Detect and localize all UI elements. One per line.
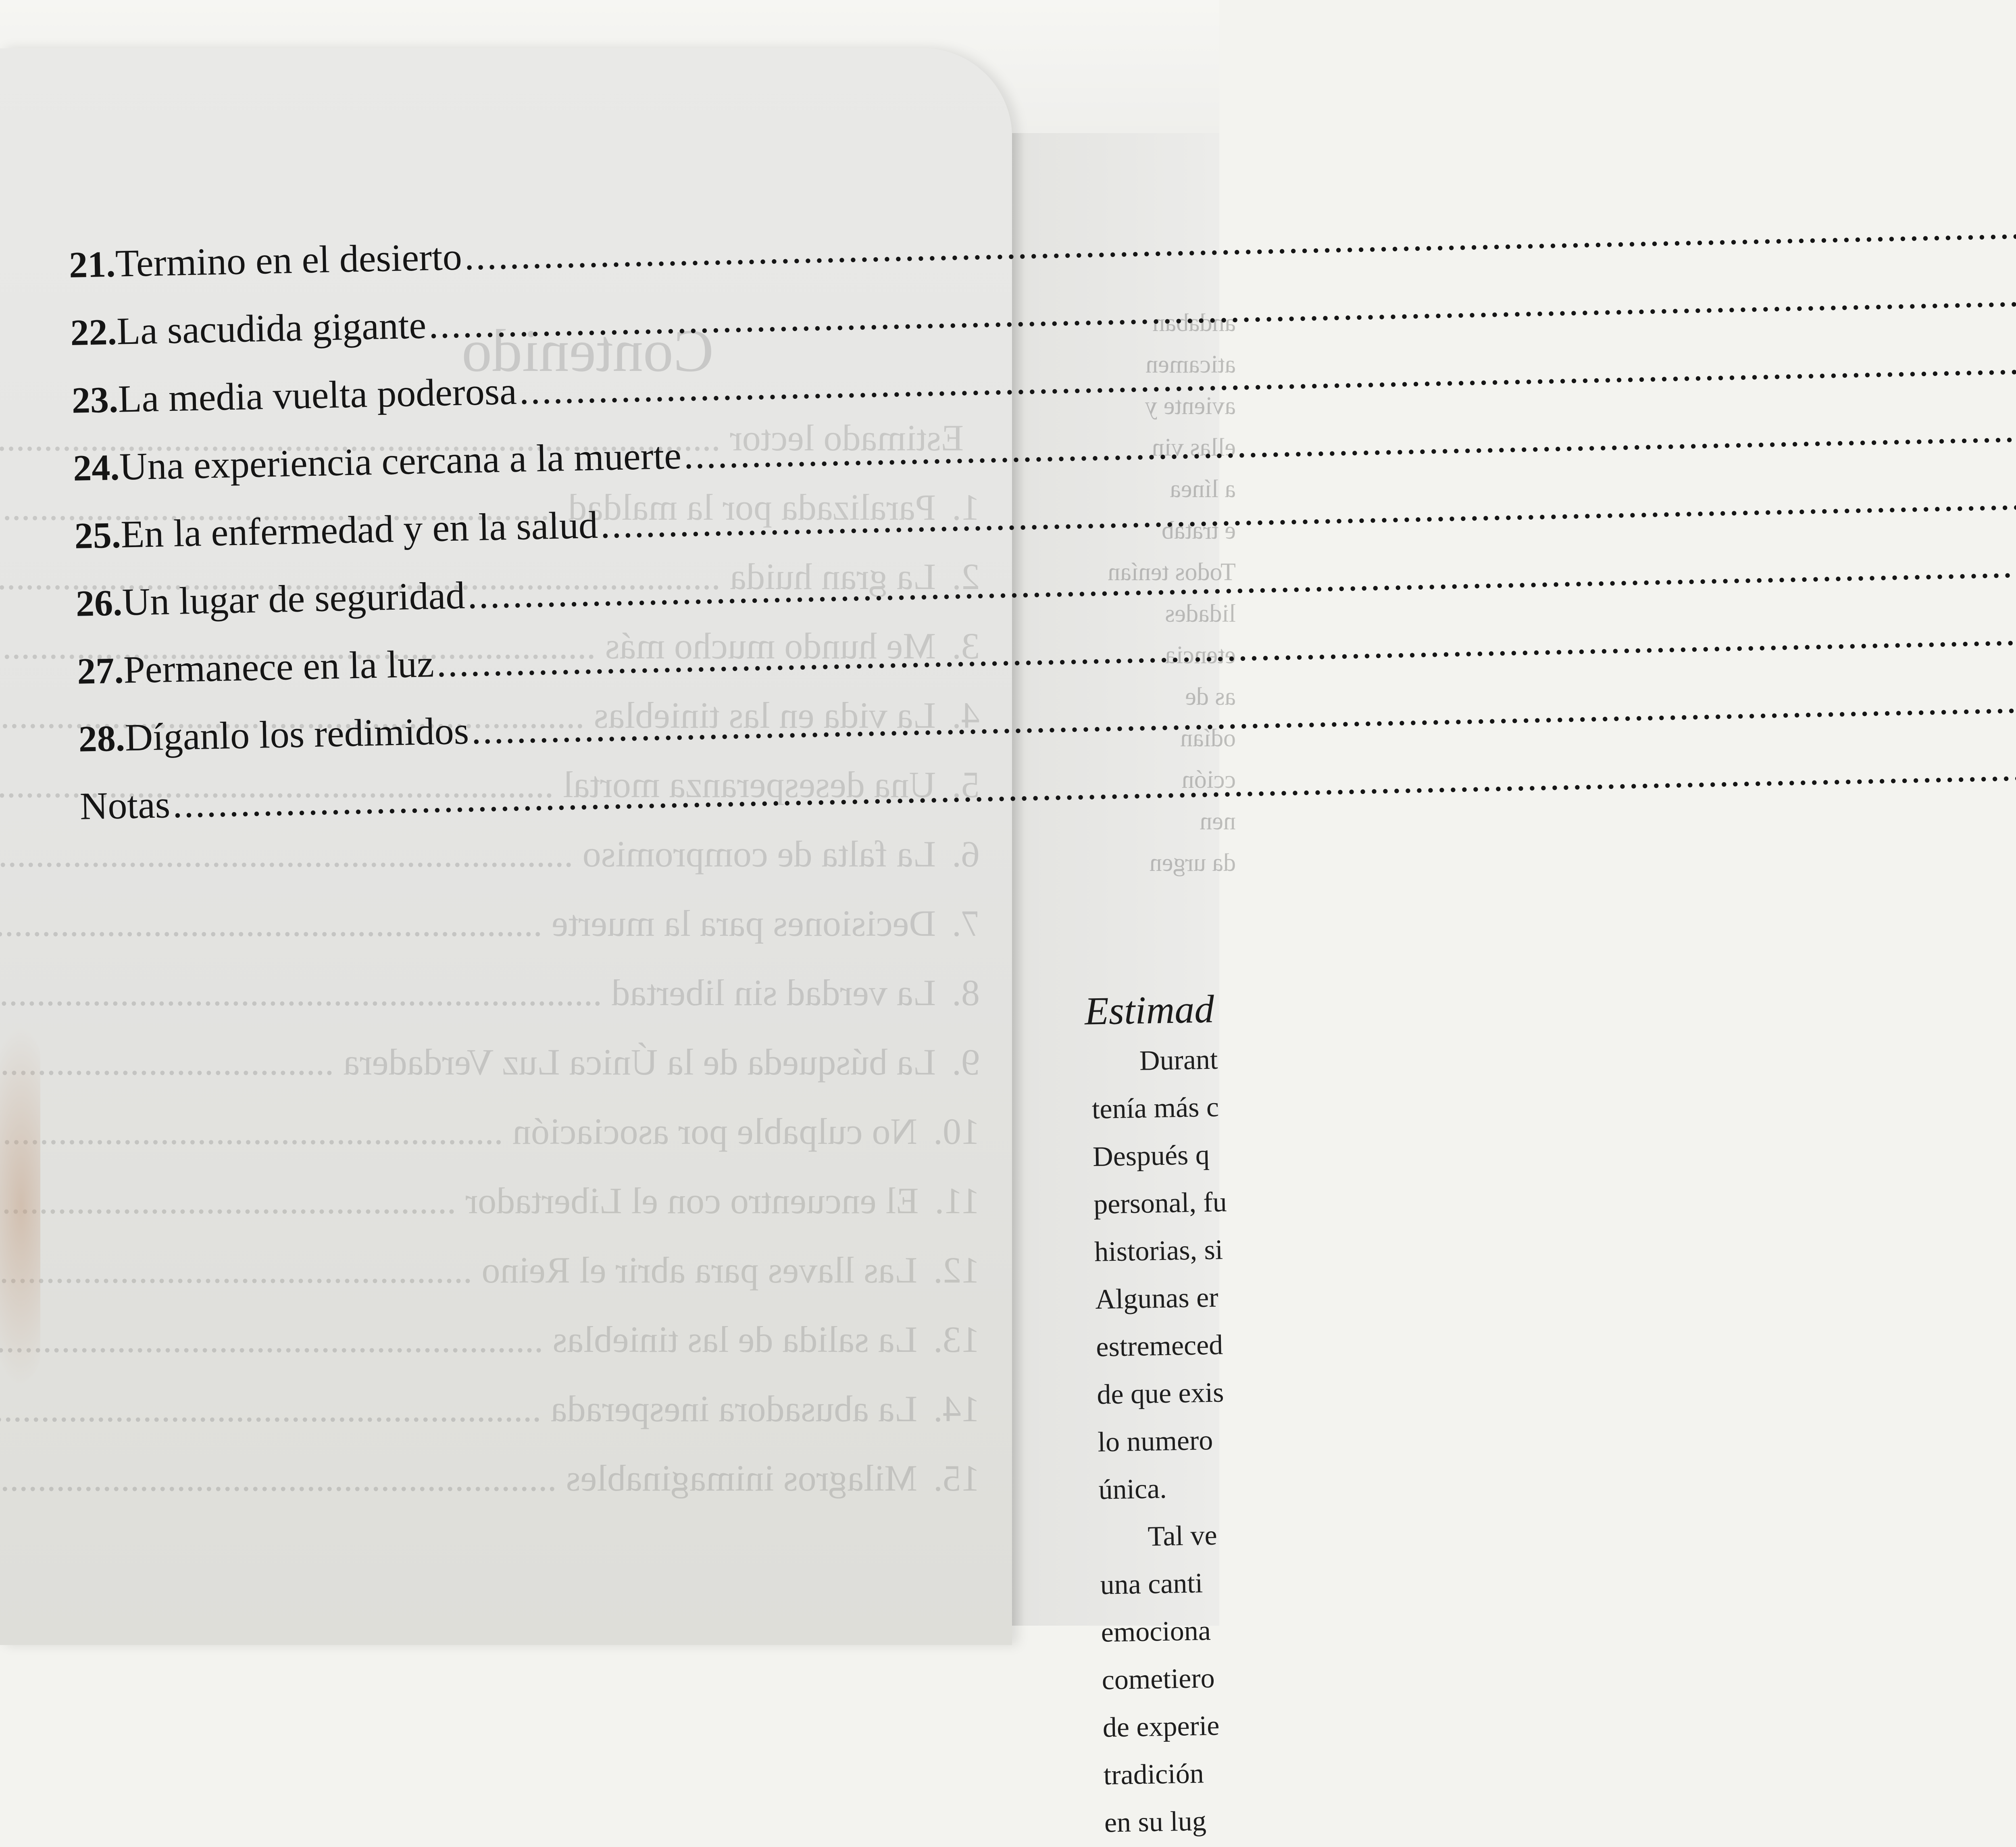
bleed-through-entry-title: La gran huida ..... [0,542,936,611]
bleed-through-entry [93,1443,980,1513]
right-page-bleed-line: lidades [1165,600,1236,627]
bleed-through-entry-num: 2. [952,556,980,597]
right-page-bleed-line: aticamen [1145,351,1236,378]
finger-shadow [0,1024,40,1387]
bleed-through-entry-num: 7. [952,903,980,944]
bleed-through-entry-title: No culpable por asociación ..... [0,1097,917,1166]
bleed-through-entry-num: 13. [933,1319,980,1360]
bleed-through-entry-title: Milagros inimaginables ..... [0,1443,917,1513]
right-page-line: cometiero [1102,1662,1215,1696]
right-page-bleed-line: andaban [1152,309,1236,337]
right-page-line: estremeced [1095,1329,1223,1363]
bleed-through-entry-title: Una desesperanza mortal ..... [0,750,936,819]
right-page-bleed-line: as de [1185,683,1236,710]
right-page-line: una canti [1100,1568,1203,1601]
toc-entry-title-text: Termino en el desierto [115,235,462,285]
bleed-through-entry-title: Decisiones para la muerte ..... [0,889,936,958]
bleed-through-entry-title: Paralizada por la maldad ..... [0,473,936,542]
toc-entry-number: 22. [70,311,117,353]
bleed-through-entry-num: 4. [952,695,980,736]
bleed-through-entry-title: La abusadora inesperada ..... [0,1374,917,1443]
bleed-through-entry-title: El encuentro con el Libertador ..... [0,1166,918,1235]
toc-entry-title-text: Permanece en la luz [123,642,435,691]
bleed-through-entry [93,1027,980,1097]
bleed-through-entry-num: 11. [935,1180,980,1221]
bleed-through-entry-num: 9. [952,1041,980,1083]
bleed-through-entry-num: 5. [952,764,980,805]
right-page-line: tenía más c [1091,1091,1219,1125]
bleed-through-entry-num: 3. [952,625,980,666]
toc-entry-number: 24. [73,446,120,489]
bleed-through-entry [93,889,980,958]
toc-entry-number: 25. [74,514,121,556]
right-page-line: Durant [1139,1044,1218,1077]
toc-entry-number: 23. [71,379,119,421]
right-page-bleed-line: ellas vin [1152,434,1236,461]
toc-entry-number: 28. [78,717,125,760]
right-page-line: historias, si [1094,1234,1223,1268]
bleed-through-entry [93,1097,980,1166]
bleed-through-entry-num: 15. [933,1458,980,1499]
bleed-through-entry-title: La salida de las tinieblas ..... [0,1305,917,1374]
bleed-through-entry-title: Me hundo mucho más ..... [0,611,936,681]
bleed-through-entry-num: 10. [933,1111,980,1152]
bleed-through-entry-num: 8. [952,972,980,1013]
toc-entry-number: 27. [77,650,124,692]
right-page-line: en su lug [1104,1805,1207,1839]
right-page-line: personal, fu [1093,1187,1227,1220]
toc-entry-title-text: Un lugar de seguridad [121,573,466,624]
bleed-through-entry-num: 12. [933,1249,980,1291]
bleed-through-entry-title: La verdad sin libertad ..... [0,958,936,1027]
bleed-through-entry-num: 14. [933,1388,980,1429]
toc-entry-title-text: La media vuelta poderosa [117,369,517,421]
bleed-through-entry-title: La búsqueda de la Única Luz Verdadera ..... [0,1027,936,1097]
right-page-heading: Estimad [1084,987,1215,1033]
right-page-line: tradición [1103,1758,1204,1791]
right-page-bleed-line: nen [1200,808,1236,835]
bleed-through-entry [93,1305,980,1374]
bleed-through-entry [93,1374,980,1443]
right-page-line: Tal ve [1147,1520,1218,1552]
bleed-through-title: Contenido [462,317,714,384]
toc-entry-title-text: En la enfermedad y en la salud [120,503,598,556]
right-page-bleed-line: a línea [1170,475,1236,503]
toc-entry-title-text: Díganlo los redimidos [124,709,469,759]
bleed-through-entry-title: Estimado lector ..... [0,403,964,473]
right-page-bleed-line: aviente y [1145,392,1236,420]
toc-entry-number: 21. [69,243,116,285]
right-page-bleed-line: Todos tenían [1108,558,1236,586]
right-page-line: emociona [1101,1615,1211,1648]
toc-entry-number: 26. [75,582,123,624]
bleed-through-entry-num: 6. [952,833,980,875]
right-page-line: de experie [1102,1710,1220,1743]
right-page-line: de que exis [1096,1377,1224,1410]
right-page-bleed-line: cción [1181,766,1236,793]
toc-entry-title-text: Una experiencia cercana a la muerte [119,433,682,488]
bleed-through-entry [93,1235,980,1305]
toc-entry-title-text: La sacudida gigante [116,303,427,353]
right-page-bleed-line: odían [1180,725,1236,752]
right-page-body [1091,1034,1347,1847]
right-page-line: Después q [1092,1139,1210,1172]
bleed-through-entry-num: 1. [952,487,980,528]
right-page-bleed-line: da urgen [1149,849,1236,877]
bleed-through-entry [93,958,980,1027]
right-page-line: Algunas er [1095,1282,1219,1315]
right-page-line: única. [1098,1473,1167,1506]
bleed-through-entry-title: Las llaves para abrir el Reino ..... [0,1235,917,1305]
right-page-line: lo numero [1097,1424,1213,1458]
table-of-contents [69,223,1028,852]
toc-entry-title-text: Notas [79,783,171,828]
right-page-bleed-line: e tratab [1161,517,1236,544]
bleed-through-entry-title: La falta de compromiso ..... [0,819,936,889]
bleed-through-entry-title: La vida en las tinieblas ..... [0,681,936,750]
right-page-bleed-line: etencia [1165,641,1236,669]
bleed-through-entry [93,1166,980,1235]
